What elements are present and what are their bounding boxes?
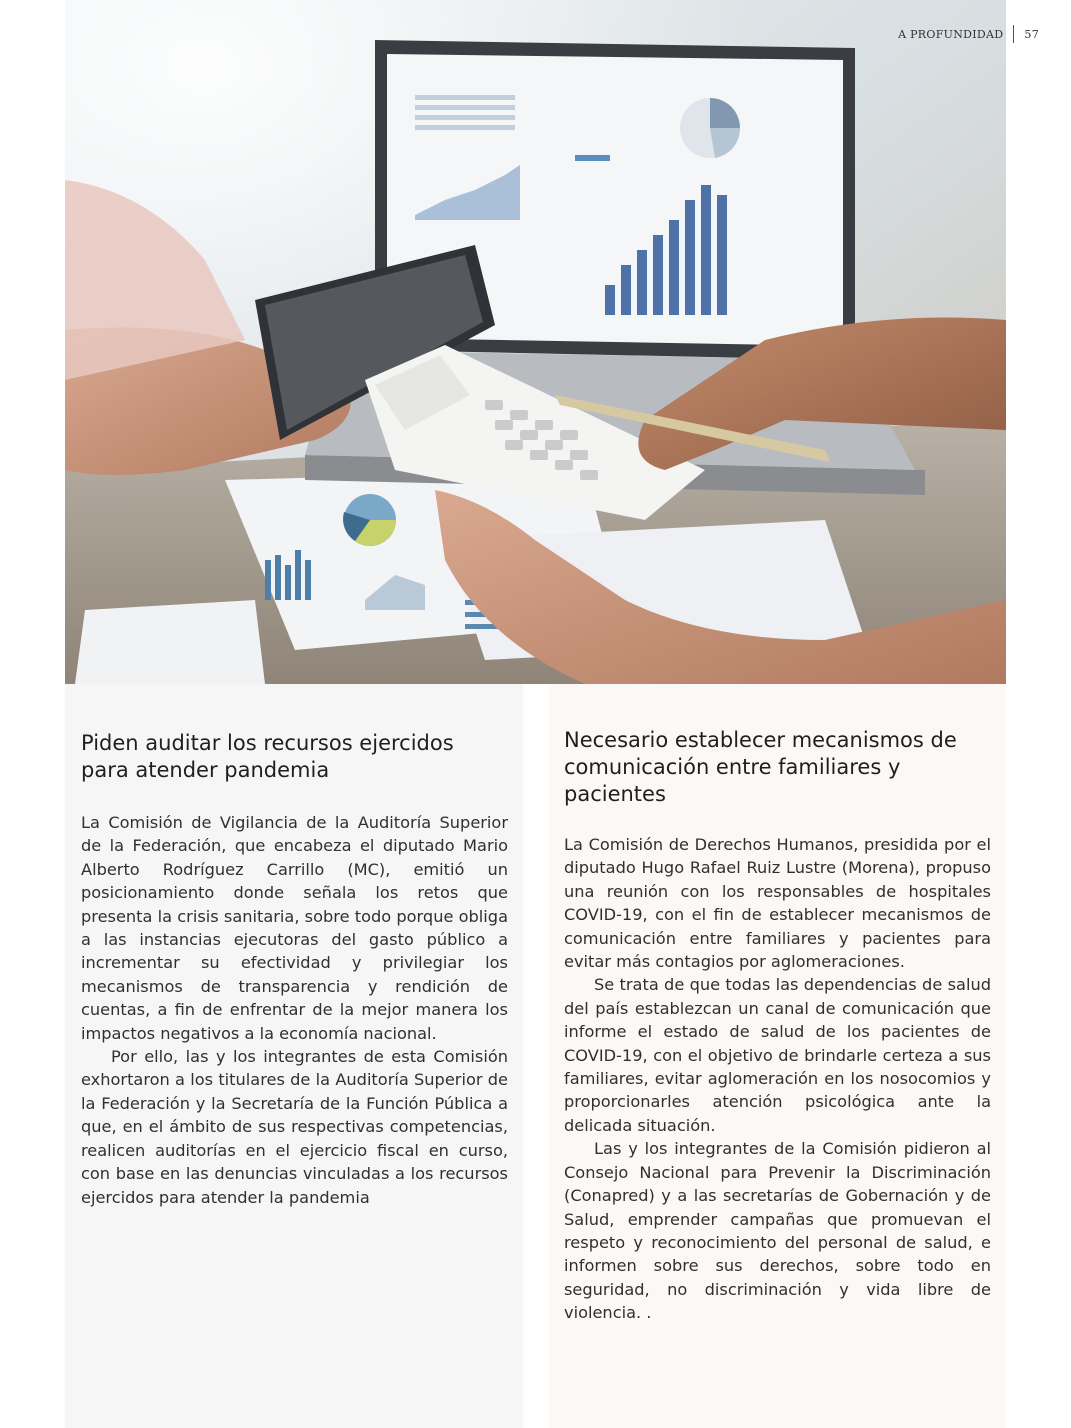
right-article-paragraph: Las y los integrantes de la Comisión pidieron al Consejo Nacional para Prevenir la Discriminación (Conapred) y a las secretarías de Gobernación y de Salud, emprender campañas que promuevan el respeto y reconocimiento del personal de salud, e informen sobre sus derechos, sobre todo en seguridad, no discriminación y vida libre de violencia. . — [564, 1139, 991, 1323]
left-article — [65, 684, 523, 1428]
hero-photo — [65, 0, 1006, 684]
section-name: A PROFUNDIDAD — [898, 27, 1004, 41]
left-article-paragraph: Por ello, las y los integrantes de esta Comisión exhortaron a los titulares de la Auditoría Superior de la Federación y la Secretaría de la Función Pública a que, en el ámbito de sus respectivas competencias, realicen auditorías en el ejercicio fiscal en curso, con base en las denuncias vinculadas a los recursos ejercidos para atender la pandemia — [81, 1047, 508, 1207]
left-article-paragraph: La Comisión de Vigilancia de la Auditoría Superior de la Federación, que encabeza el diputado Mario Alberto Rodríguez Carrillo (MC), emitió un posicionamiento donde señala los retos que presenta la crisis sanitaria, sobre todo porque obliga a las instancias ejecutoras del gasto público a incrementar su efectividad y privilegiar los mecanismos de transparencia y rendición de cuentas, a fin de enfrentar de la mejor manera los impactos negativos a la economía nacional. — [81, 813, 508, 1043]
left-article-title: Piden auditar los recursos ejercidos para atender pandemia — [81, 731, 454, 782]
right-article-paragraph: Se trata de que todas las dependencias de salud del país establezcan un canal de comunicación que informe el estado de salud de los pacientes de COVID-19, con el objetivo de brindarle certeza a sus familiares, evitar aglomeración en los nosocomios y proporcionarles atención psicológica ante la delicada situación. — [564, 975, 991, 1135]
header-divider — [1013, 25, 1014, 43]
right-article — [549, 684, 1006, 1428]
page-number: 57 — [1024, 27, 1039, 41]
right-article-title: Necesario establecer mecanismos de comunicación entre familiares y pacientes — [564, 728, 957, 806]
right-article-paragraph: La Comisión de Derechos Humanos, presidida por el diputado Hugo Rafael Ruiz Lustre (Morena), propuso una reunión con los responsables de hospitales COVID-19, con el fin de establecer mecanismos de comunicación entre familiares y pacientes para evitar más contagios por aglomeraciones. — [564, 835, 991, 972]
page-header — [898, 24, 1039, 44]
